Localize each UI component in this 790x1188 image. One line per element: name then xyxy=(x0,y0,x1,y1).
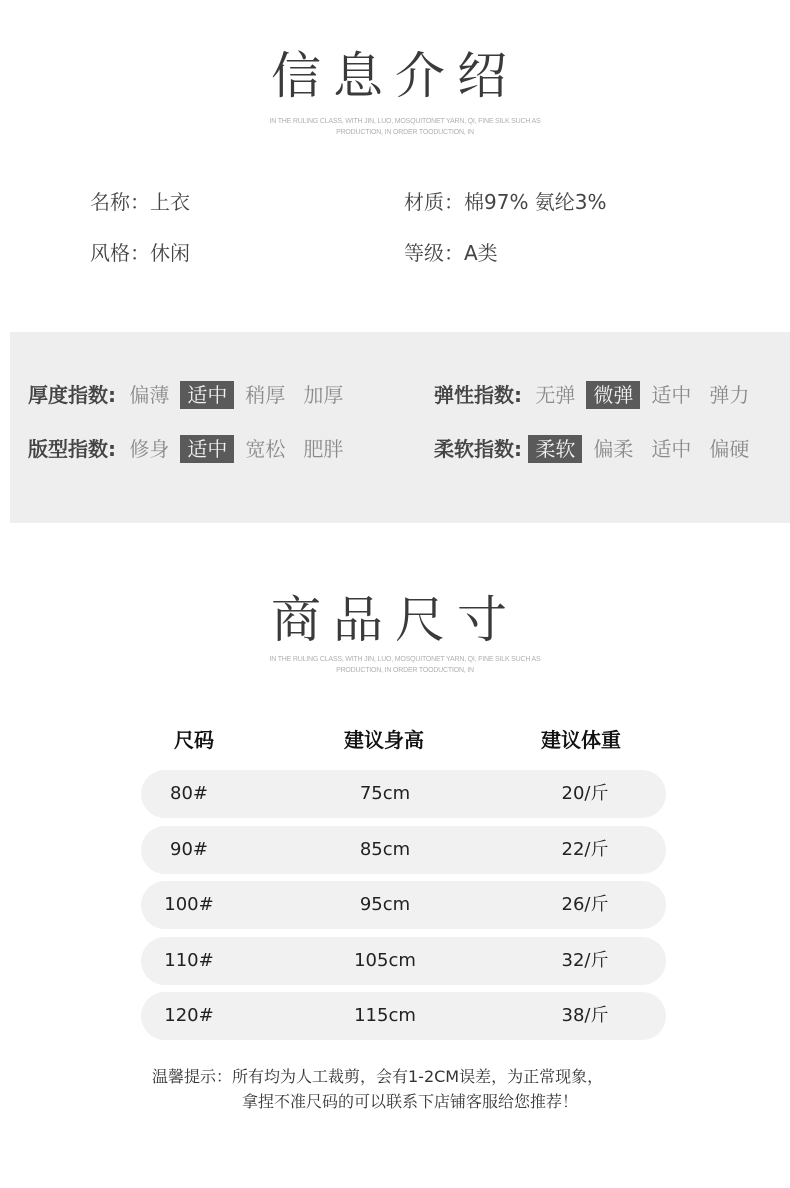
index-panel xyxy=(10,332,790,523)
index-elasticity xyxy=(434,381,760,409)
note-line-1: 温馨提示：所有均为人工裁剪，会有1-2CM误差，为正常现象， xyxy=(152,1067,604,1086)
table-cell-weight: 22/斤 xyxy=(561,839,609,860)
index-option: 无弹 xyxy=(535,383,576,407)
section-subtitle-size xyxy=(245,654,565,676)
table-cell-size: 110# xyxy=(164,950,214,971)
index-option: 适中 xyxy=(651,383,692,407)
table-cell-weight: 32/斤 xyxy=(561,950,609,971)
index-thickness xyxy=(28,381,354,409)
info-style-label: 风格： xyxy=(90,241,150,265)
table-row xyxy=(141,826,666,874)
info-style-value: 休闲 xyxy=(150,241,190,265)
index-option: 偏硬 xyxy=(709,437,750,461)
table-cell-height: 95cm xyxy=(359,894,411,915)
index-option: 加厚 xyxy=(303,383,344,407)
table-row xyxy=(141,937,666,985)
index-option: 宽松 xyxy=(245,437,286,461)
table-cell-weight: 26/斤 xyxy=(561,894,609,915)
table-row xyxy=(141,770,666,818)
subtitle-line-1: IN THE RULING CLASS, WITH JIN, LUO, MOSQUITONET YARN, QI, FINE SILK SUCH AS xyxy=(269,118,541,125)
index-option-selected: 微弹 xyxy=(586,381,640,409)
index-thickness-label: 厚度指数: xyxy=(28,383,116,407)
info-name xyxy=(90,186,190,215)
info-grade xyxy=(404,237,498,266)
info-name-label: 名称： xyxy=(90,190,150,214)
index-option-selected: 适中 xyxy=(180,381,234,409)
info-grade-label: 等级： xyxy=(404,241,464,265)
index-softness-label: 柔软指数: xyxy=(434,437,522,461)
table-cell-weight: 38/斤 xyxy=(561,1005,609,1026)
table-cell-size: 100# xyxy=(164,894,214,915)
table-cell-size: 80# xyxy=(170,783,208,804)
index-option: 适中 xyxy=(651,437,692,461)
index-option: 偏薄 xyxy=(129,383,170,407)
table-cell-height: 75cm xyxy=(359,783,411,804)
table-cell-height: 85cm xyxy=(359,839,411,860)
table-row xyxy=(141,992,666,1040)
index-option: 修身 xyxy=(129,437,170,461)
table-cell-size: 120# xyxy=(164,1005,214,1026)
index-elasticity-label: 弹性指数: xyxy=(434,383,522,407)
subtitle-line-2: PRODUCTION, IN ORDER TOODUCTION, IN xyxy=(336,667,474,674)
info-material-value: 棉97% 氨纶3% xyxy=(464,190,607,214)
info-name-value: 上衣 xyxy=(150,190,190,214)
subtitle-line-2: PRODUCTION, IN ORDER TOODUCTION, IN xyxy=(336,129,474,136)
info-material-label: 材质： xyxy=(404,190,464,214)
index-option: 偏柔 xyxy=(593,437,634,461)
table-header-weight: 建议体重 xyxy=(541,728,621,752)
table-header-size: 尺码 xyxy=(174,728,214,752)
table-cell-height: 115cm xyxy=(354,1005,416,1026)
index-option: 肥胖 xyxy=(303,437,344,461)
section-title-info: 信息介绍 xyxy=(271,47,519,105)
note-line-2: 拿捏不准尺码的可以联系下店铺客服给您推荐！ xyxy=(242,1092,579,1111)
section-subtitle-info xyxy=(245,116,565,138)
table-cell-weight: 20/斤 xyxy=(561,783,609,804)
info-grade-value: A类 xyxy=(464,241,498,265)
index-option-selected: 适中 xyxy=(180,435,234,463)
info-style xyxy=(90,237,190,266)
index-option: 弹力 xyxy=(709,383,750,407)
info-material xyxy=(404,186,607,215)
index-option-selected: 柔软 xyxy=(528,435,582,463)
table-cell-height: 105cm xyxy=(354,950,416,971)
subtitle-line-1: IN THE RULING CLASS, WITH JIN, LUO, MOSQUITONET YARN, QI, FINE SILK SUCH AS xyxy=(269,656,541,663)
index-softness xyxy=(434,435,760,463)
index-fit-label: 版型指数: xyxy=(28,437,116,461)
table-row xyxy=(141,881,666,929)
index-fit xyxy=(28,435,354,463)
section-title-size: 商品尺寸 xyxy=(271,591,519,649)
table-header-height: 建议身高 xyxy=(344,728,424,752)
table-cell-size: 90# xyxy=(170,839,208,860)
index-option: 稍厚 xyxy=(245,383,286,407)
